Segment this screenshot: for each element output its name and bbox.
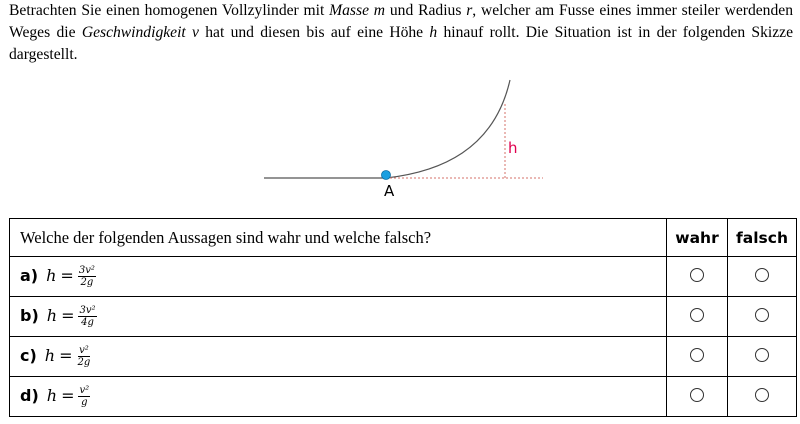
table-row <box>10 257 797 297</box>
statement-letter: c) <box>20 346 37 365</box>
fraction-numerator: v² <box>79 345 89 356</box>
fraction-denominator: 4g <box>81 317 94 328</box>
formula <box>46 385 90 408</box>
situation-sketch <box>0 0 800 210</box>
statement-letter: b) <box>20 306 39 325</box>
speed-word: Geschwindigkeit <box>81 24 186 41</box>
formula-eq: = <box>60 266 74 285</box>
statement-c <box>10 337 667 377</box>
radio-true-b[interactable] <box>690 308 704 322</box>
col-false-header: falsch <box>728 219 797 257</box>
table-row <box>10 337 797 377</box>
radio-cell <box>667 377 728 417</box>
intro-text-part: hinauf rollt. Die Situation ist in der folgenden Skizze dargestellt. <box>9 24 793 63</box>
fraction <box>77 345 92 368</box>
radio-false-d[interactable] <box>755 388 769 402</box>
fraction-denominator: g <box>81 397 88 408</box>
statement-letter: a) <box>20 266 39 285</box>
radio-false-b[interactable] <box>755 308 769 322</box>
intro-text-part: und Radius <box>385 2 467 19</box>
radio-cell <box>728 257 797 297</box>
col-true-header: wahr <box>667 219 728 257</box>
fraction-numerator: 3v² <box>79 305 96 316</box>
mass-var: m <box>369 2 386 19</box>
radio-false-a[interactable] <box>755 268 769 282</box>
cylinder-point <box>382 171 391 180</box>
radio-cell <box>667 297 728 337</box>
radio-false-c[interactable] <box>755 348 769 362</box>
intro-text-part: Betrachten Sie einen homogenen Vollzylinder mit <box>9 2 330 19</box>
statement-letter: d) <box>20 386 39 405</box>
formula <box>46 265 96 288</box>
table-header-row <box>10 219 797 257</box>
intro-text-part: hat und diesen bis auf eine Höhe <box>198 24 430 41</box>
statement-b <box>10 297 667 337</box>
formula-eq: = <box>61 306 75 325</box>
statement-d <box>10 377 667 417</box>
formula <box>44 345 91 368</box>
radio-cell <box>728 297 797 337</box>
speed-var: v <box>185 24 199 41</box>
formula-lhs: h <box>44 346 56 365</box>
ramp-curve <box>386 80 510 178</box>
formula-lhs: h <box>46 306 58 325</box>
radius-var: r <box>466 2 473 19</box>
fraction <box>78 305 96 328</box>
fraction <box>78 265 96 288</box>
formula-eq: = <box>59 346 73 365</box>
formula <box>46 305 97 328</box>
table-row <box>10 377 797 417</box>
formula-lhs: h <box>46 386 58 405</box>
table-row <box>10 297 797 337</box>
formula-eq: = <box>61 386 75 405</box>
radio-true-c[interactable] <box>690 348 704 362</box>
statement-a <box>10 257 667 297</box>
height-var: h <box>429 24 438 41</box>
fraction-denominator: 2g <box>80 277 94 288</box>
fraction-numerator: v² <box>79 385 90 396</box>
point-label: A <box>384 182 395 200</box>
radio-true-a[interactable] <box>690 268 704 282</box>
fraction-numerator: 3v² <box>78 265 95 276</box>
mass-word: Masse <box>329 2 369 19</box>
formula-lhs: h <box>46 266 57 285</box>
answer-table <box>9 218 797 417</box>
fraction-denominator: 2g <box>77 357 91 368</box>
radio-true-d[interactable] <box>690 388 704 402</box>
radio-cell <box>728 377 797 417</box>
radio-cell <box>667 337 728 377</box>
radio-cell <box>667 257 728 297</box>
radio-cell <box>728 337 797 377</box>
intro-text-part: , welcher am Fusse eines immer steiler werdenden Weges die <box>9 2 793 41</box>
question-header: Welche der folgenden Aussagen sind wahr und welche falsch? <box>10 219 667 257</box>
fraction <box>78 385 90 408</box>
height-label: h <box>508 139 518 157</box>
